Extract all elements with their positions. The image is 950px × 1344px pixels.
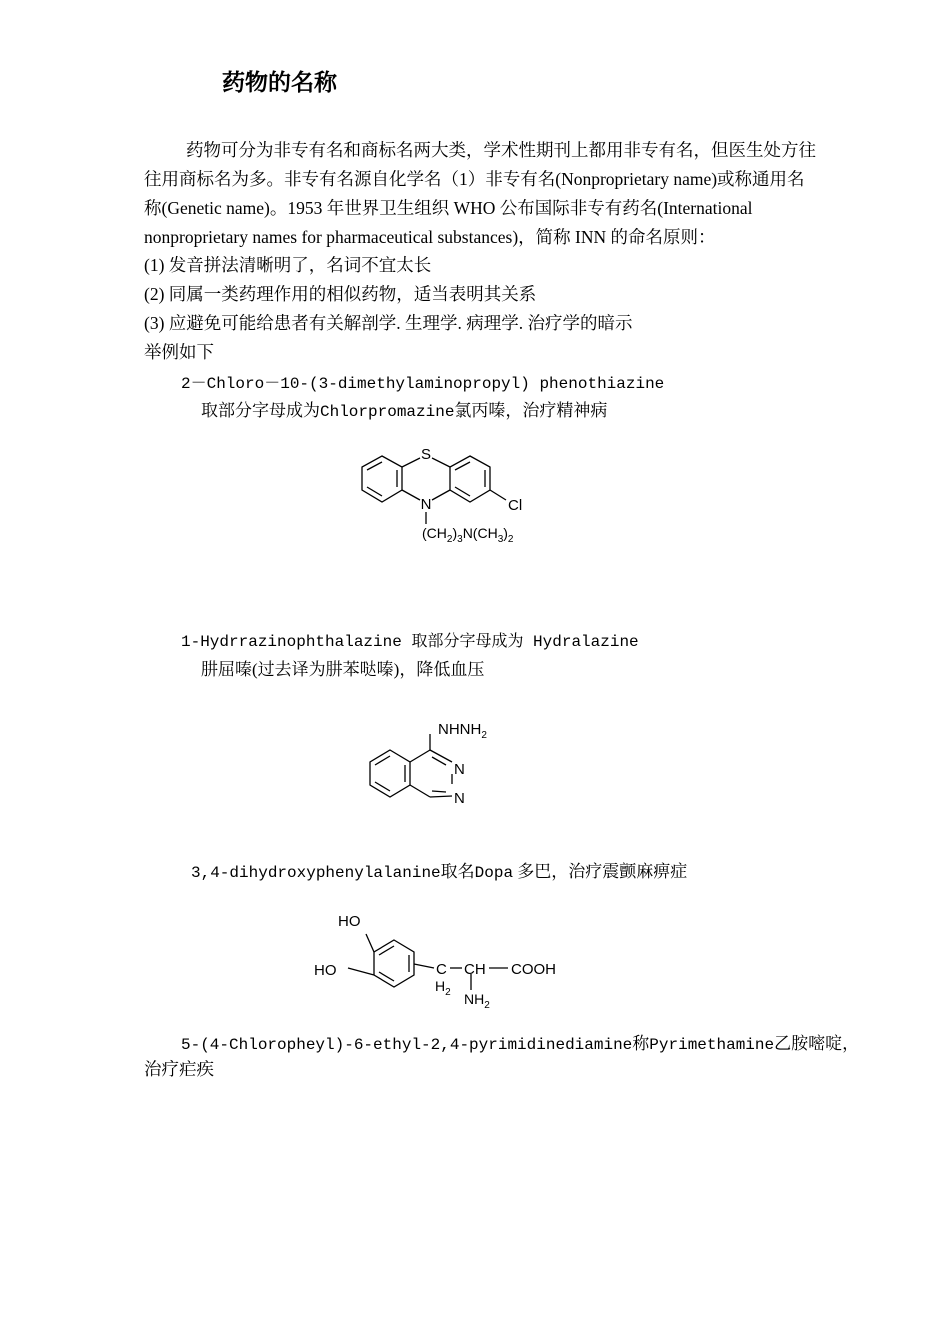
nitrogen-2-label: N — [454, 761, 465, 778]
rule-3: (3) 应避免可能给患者有关解剖学. 生理学. 病理学. 治疗学的暗示 — [144, 313, 633, 333]
intro-line-3: 称(Genetic name)。1953 年世界卫生组织 WHO 公布国际非专有药名(International — [144, 198, 753, 218]
example4-drug-name: Pyrimethamine — [649, 1036, 775, 1054]
page-title: 药物的名称 — [222, 70, 337, 95]
example4-note-line2: 治疗疟疾 — [144, 1059, 214, 1079]
example1-note — [201, 396, 607, 421]
chlorine-label: Cl — [508, 497, 523, 514]
intro-line-1: 药物可分为非专有名和商标名两大类，学术性期刊上都用非专有名，但医生处方往 — [186, 140, 816, 160]
intro-line-2: 往用商标名为多。非专有名源自化学名（1）非专有名(Nonproprietary name)或称通用名 — [144, 169, 805, 189]
example3-line — [191, 857, 687, 882]
example1-note-suffix: 氯丙嗪，治疗精神病 — [454, 401, 608, 420]
hydroxyl-2-label: HO — [314, 962, 337, 979]
hydroxyl-1-label: HO — [338, 913, 361, 930]
ch-label: CH — [464, 961, 486, 978]
example3-chemical-name: 3,4-dihydroxyphenylalanine — [191, 864, 441, 882]
hydrazine-label: $NHNH_2$ — [438, 721, 487, 741]
example1-note-prefix: 取部分字母成为 — [201, 401, 320, 420]
example3-note-suffix: 多巴，治疗震颤麻痹症 — [517, 862, 688, 881]
examples-heading: 举例如下 — [144, 342, 214, 362]
sidechain-label: $(CH_2)_3N(CH_3)_2$ — [422, 525, 514, 545]
sulfur-label: S — [420, 446, 432, 463]
dopa-structure — [306, 906, 576, 1012]
intro-line-4: nonproprietary names for pharmaceutical substances)，简称 INN 的命名原则： — [144, 227, 716, 247]
carboxyl-label: COOH — [511, 961, 556, 978]
nitrogen-3-label: N — [454, 790, 465, 807]
example1-drug-name: Chlorpromazine — [320, 403, 455, 421]
example2-chemical-name: 1-Hydrrazinophthalazine 取部分字母成为 Hydralazine — [181, 633, 639, 651]
example4-note-suffix: 乙胺嘧啶， — [774, 1034, 860, 1053]
nitrogen-label: N — [420, 496, 432, 513]
example4-note-prefix: 称 — [632, 1034, 650, 1053]
methylene-label: $H_2$ — [435, 978, 451, 998]
carbon-label: C — [436, 961, 447, 978]
example3-note-prefix: 取名 — [440, 862, 475, 881]
example4-chemical-name: 5-(4-Chloropheyl)-6-ethyl-2,4-pyrimidinediamine — [181, 1036, 633, 1054]
example2-note: 肼屈嗪(过去译为肼苯哒嗪)，降低血压 — [201, 660, 485, 679]
example4-line — [181, 1029, 859, 1054]
amino-label: $NH_2$ — [464, 991, 490, 1011]
example3-drug-name: Dopa — [474, 864, 514, 882]
example1-chemical-name: 2－Chloro－10-(3-dimethylaminopropyl) phenothiazine — [181, 375, 665, 393]
hydralazine-structure — [360, 712, 520, 816]
rule-1: (1) 发音拼法清晰明了，名词不宜太长 — [144, 255, 432, 275]
chlorpromazine-structure — [350, 438, 550, 550]
rule-2: (2) 同属一类药理作用的相似药物，适当表明其关系 — [144, 284, 537, 304]
